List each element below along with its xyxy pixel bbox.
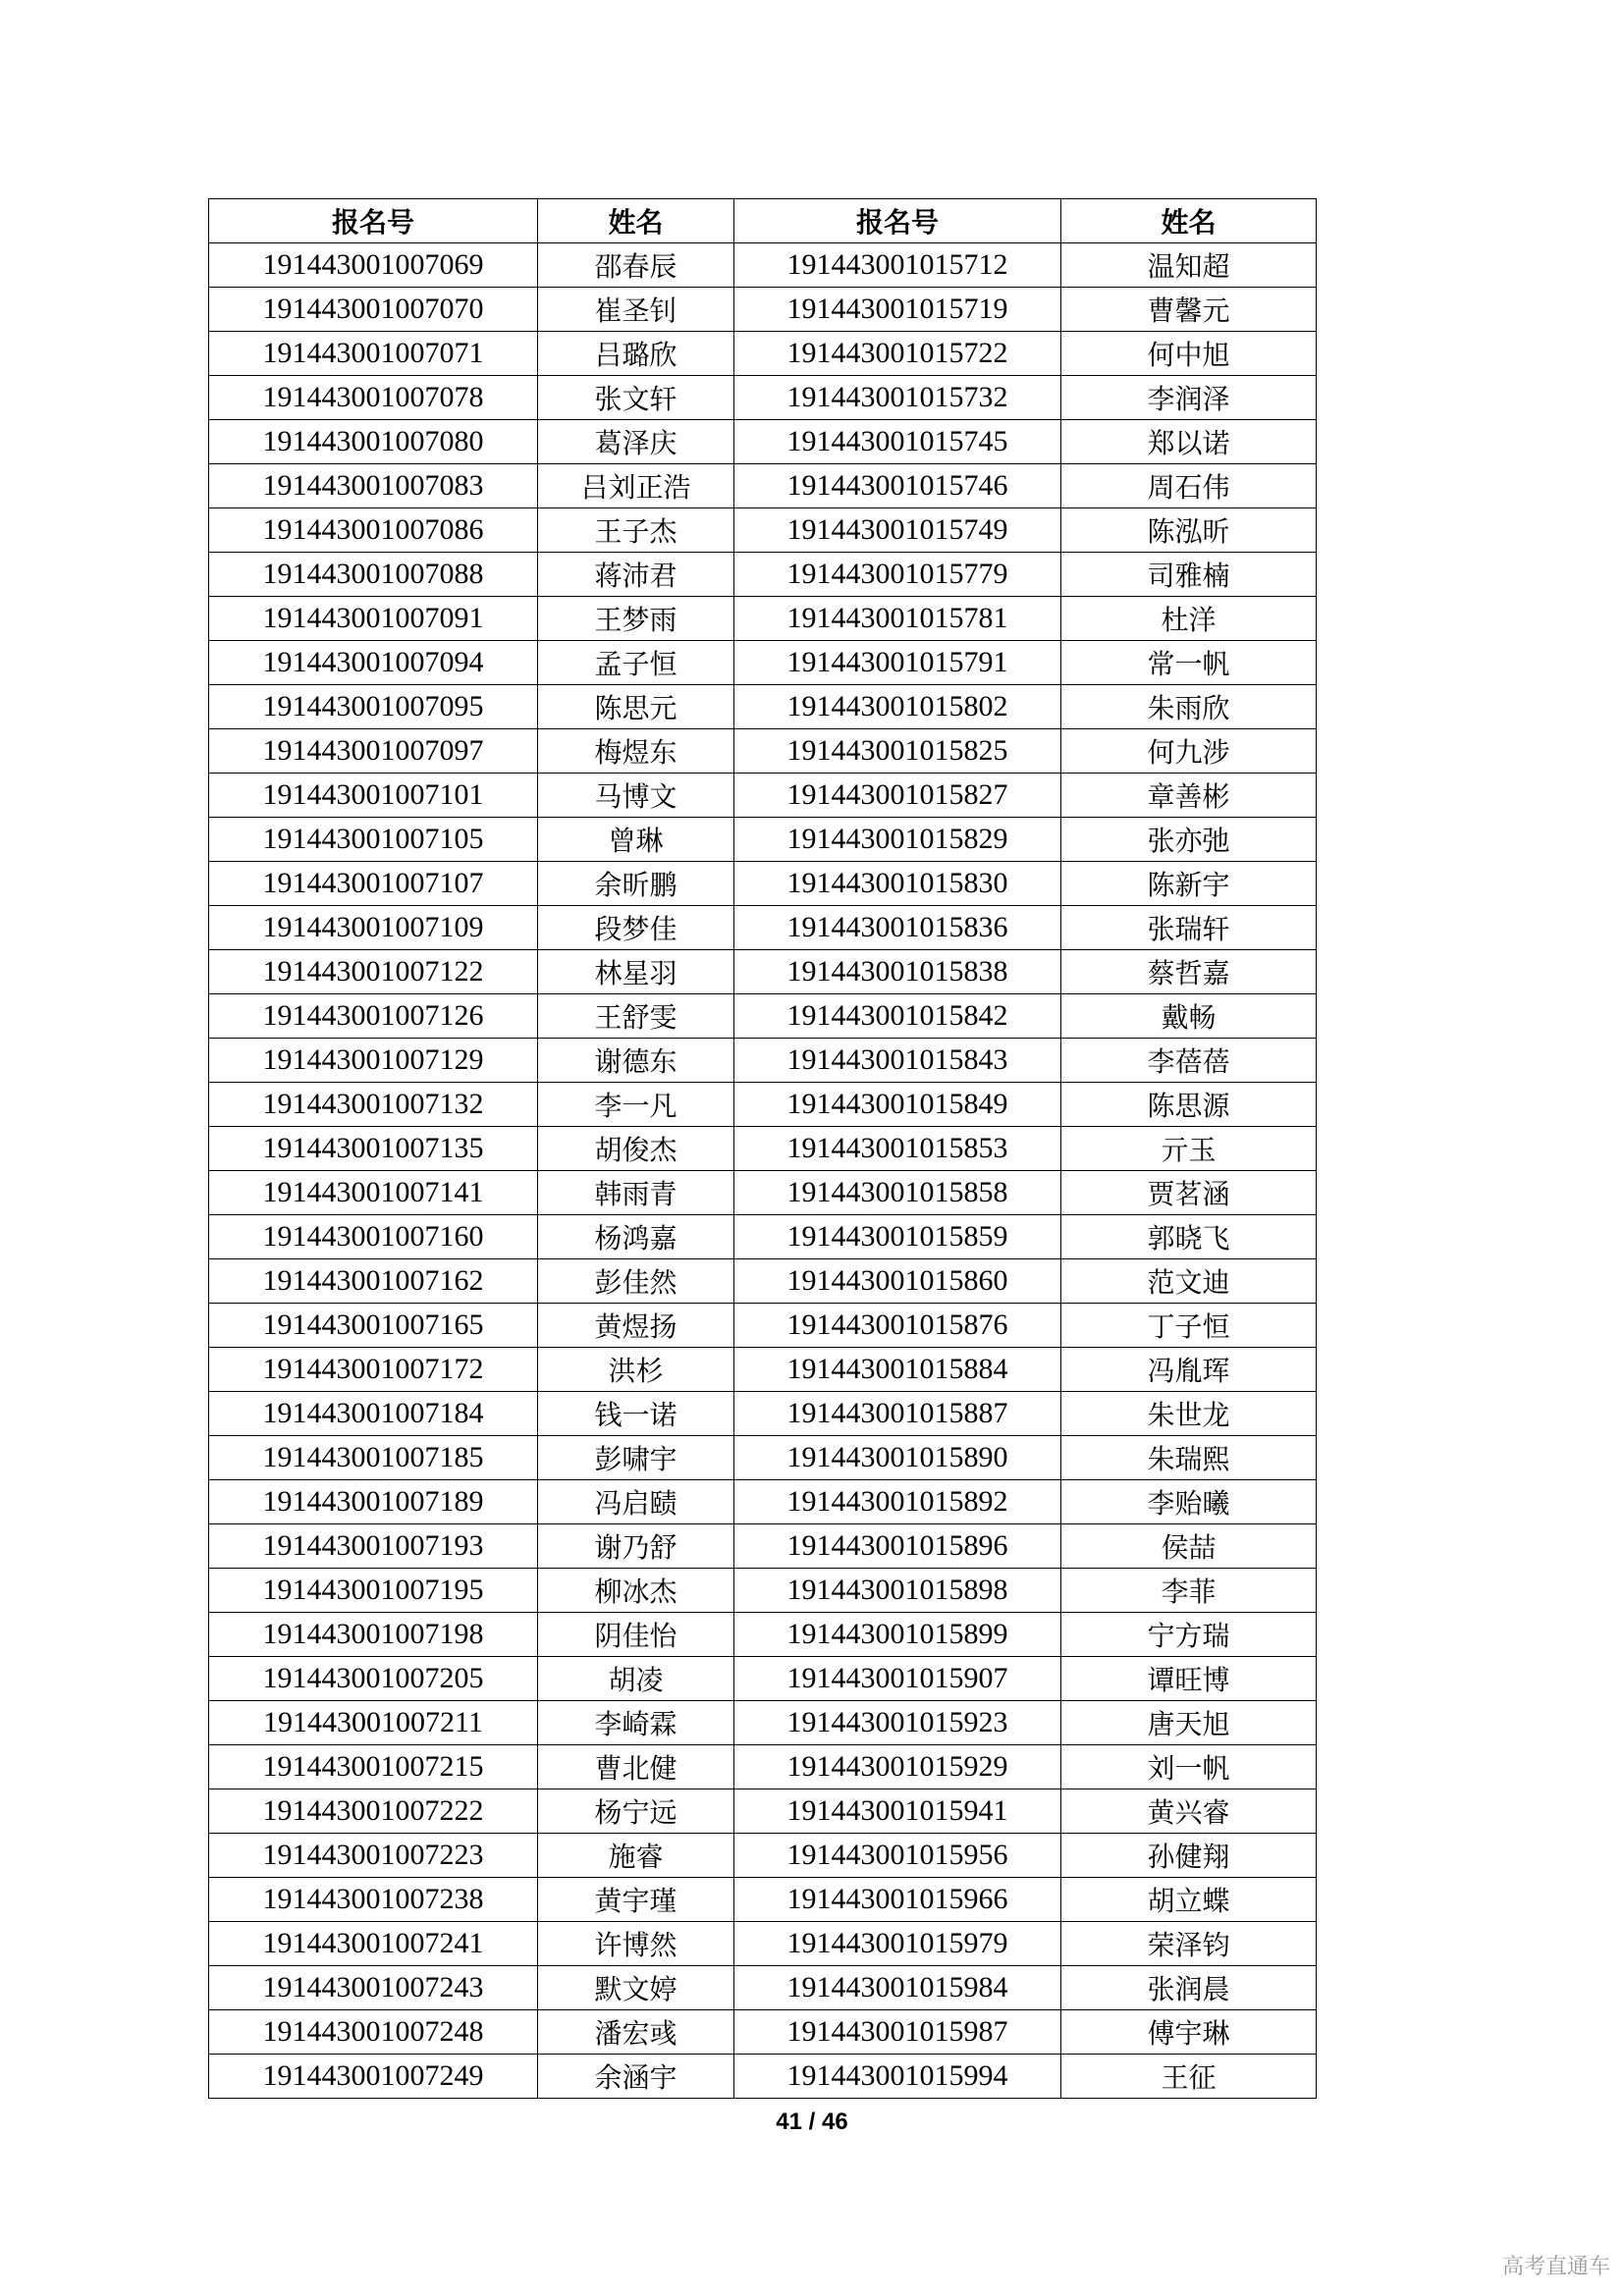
registration-number-cell: 191443001015892 [734,1480,1061,1524]
header-row [209,199,1317,243]
table-row [209,1966,1317,2010]
name-cell: 李菲 [1061,1569,1317,1613]
registration-number-cell: 191443001015712 [734,243,1061,288]
name-cell: 周石伟 [1061,464,1317,508]
registration-number-cell: 191443001015884 [734,1348,1061,1392]
table-row [209,685,1317,729]
name-cell: 李崎霖 [538,1701,734,1745]
registration-number-cell: 191443001015890 [734,1436,1061,1480]
registration-number-cell: 191443001015830 [734,862,1061,906]
registration-number-cell: 191443001015829 [734,818,1061,862]
name-cell: 蔡哲嘉 [1061,950,1317,994]
name-cell: 葛泽庆 [538,420,734,464]
table-row [209,1039,1317,1083]
registration-number-cell: 191443001007105 [209,818,538,862]
registration-number-cell: 191443001007086 [209,508,538,553]
table-row [209,1524,1317,1569]
registration-number-cell: 191443001007083 [209,464,538,508]
registration-number-cell: 191443001015907 [734,1657,1061,1701]
name-cell: 张文轩 [538,376,734,420]
name-cell: 曹北健 [538,1745,734,1789]
name-cell: 李一凡 [538,1083,734,1127]
name-cell: 李蓓蓓 [1061,1039,1317,1083]
name-cell: 王征 [1061,2055,1317,2099]
registration-number-cell: 191443001015722 [734,332,1061,376]
table-row [209,818,1317,862]
table-row [209,2010,1317,2055]
registration-number-cell: 191443001015987 [734,2010,1061,2055]
registration-number-cell: 191443001015719 [734,288,1061,332]
table-row [209,1348,1317,1392]
name-cell: 刘一帆 [1061,1745,1317,1789]
name-cell: 朱雨欣 [1061,685,1317,729]
registration-number-cell: 191443001007088 [209,553,538,597]
registration-number-cell: 191443001015838 [734,950,1061,994]
name-cell: 段梦佳 [538,906,734,950]
table-row [209,464,1317,508]
registration-number-cell: 191443001007107 [209,862,538,906]
registration-number-cell: 191443001015858 [734,1171,1061,1215]
name-cell: 杜洋 [1061,597,1317,641]
name-cell: 王梦雨 [538,597,734,641]
registration-number-cell: 191443001015746 [734,464,1061,508]
table-row [209,1613,1317,1657]
name-cell: 王舒雯 [538,994,734,1039]
name-cell: 梅煜东 [538,729,734,774]
name-cell: 吕刘正浩 [538,464,734,508]
table-row [209,1701,1317,1745]
name-cell: 余昕鹏 [538,862,734,906]
name-cell: 柳冰杰 [538,1569,734,1613]
name-cell: 司雅楠 [1061,553,1317,597]
name-cell: 亓玉 [1061,1127,1317,1171]
name-cell: 崔圣钊 [538,288,734,332]
name-cell: 傅宇琳 [1061,2010,1317,2055]
registration-number-cell: 191443001015956 [734,1834,1061,1878]
registration-number-cell: 191443001015860 [734,1259,1061,1304]
registration-number-cell: 191443001015749 [734,508,1061,553]
name-cell: 谢乃舒 [538,1524,734,1569]
registration-number-cell: 191443001015966 [734,1878,1061,1922]
name-cell: 张瑞轩 [1061,906,1317,950]
name-cell: 杨鸿嘉 [538,1215,734,1259]
name-cell: 许博然 [538,1922,734,1966]
registration-number-cell: 191443001007122 [209,950,538,994]
registration-number-cell: 191443001015781 [734,597,1061,641]
name-cell: 荣泽钧 [1061,1922,1317,1966]
table-row [209,420,1317,464]
name-cell: 黄宇瑾 [538,1878,734,1922]
name-cell: 黄兴睿 [1061,1789,1317,1834]
table-row [209,1215,1317,1259]
registration-number-cell: 191443001015779 [734,553,1061,597]
registration-number-cell: 191443001007135 [209,1127,538,1171]
name-cell: 何中旭 [1061,332,1317,376]
name-cell: 冯启赜 [538,1480,734,1524]
registration-number-cell: 191443001007132 [209,1083,538,1127]
name-cell: 韩雨青 [538,1171,734,1215]
registration-number-cell: 191443001015994 [734,2055,1061,2099]
name-cell: 戴畅 [1061,994,1317,1039]
registration-number-cell: 191443001015825 [734,729,1061,774]
name-cell: 冯胤珲 [1061,1348,1317,1392]
name-cell: 阴佳怡 [538,1613,734,1657]
registration-number-cell: 191443001015843 [734,1039,1061,1083]
table-row [209,1657,1317,1701]
registration-number-cell: 191443001007223 [209,1834,538,1878]
name-cell: 孟子恒 [538,641,734,685]
registration-number-cell: 191443001007193 [209,1524,538,1569]
table-row [209,508,1317,553]
table-row [209,2055,1317,2099]
page-number: 41 / 46 [776,2109,848,2135]
name-cell: 郑以诺 [1061,420,1317,464]
registration-number-cell: 191443001007241 [209,1922,538,1966]
name-cell: 唐天旭 [1061,1701,1317,1745]
name-cell: 朱世龙 [1061,1392,1317,1436]
registration-number-cell: 191443001007160 [209,1215,538,1259]
registration-number-cell: 191443001015887 [734,1392,1061,1436]
registration-number-cell: 191443001015842 [734,994,1061,1039]
registration-number-cell: 191443001015802 [734,685,1061,729]
table-row [209,1745,1317,1789]
registration-number-cell: 191443001007243 [209,1966,538,2010]
name-cell: 陈思源 [1061,1083,1317,1127]
name-cell: 谢德东 [538,1039,734,1083]
table-row [209,1436,1317,1480]
name-cell: 王子杰 [538,508,734,553]
name-cell: 林星羽 [538,950,734,994]
name-cell: 朱瑞熙 [1061,1436,1317,1480]
name-cell: 曹馨元 [1061,288,1317,332]
name-cell: 胡俊杰 [538,1127,734,1171]
table-row [209,1171,1317,1215]
watermark: 高考直通车 [1501,2255,1610,2279]
table-row [209,1083,1317,1127]
table-row [209,862,1317,906]
name-cell: 彭佳然 [538,1259,734,1304]
name-cell: 余涵宇 [538,2055,734,2099]
registration-number-cell: 191443001007198 [209,1613,538,1657]
registration-number-cell: 191443001007189 [209,1480,538,1524]
name-cell: 彭啸宇 [538,1436,734,1480]
registration-number-cell: 191443001007091 [209,597,538,641]
registration-number-cell: 191443001007078 [209,376,538,420]
table-row [209,1878,1317,1922]
name-cell: 陈思元 [538,685,734,729]
registration-number-cell: 191443001007126 [209,994,538,1039]
registration-number-cell: 191443001007211 [209,1701,538,1745]
name-cell: 李贻曦 [1061,1480,1317,1524]
name-cell: 侯喆 [1061,1524,1317,1569]
header-name: 姓名 [538,199,734,243]
name-cell: 吕璐欣 [538,332,734,376]
table-row [209,774,1317,818]
registration-number-cell: 191443001007109 [209,906,538,950]
name-cell: 潘宏彧 [538,2010,734,2055]
registration-number-cell: 191443001007095 [209,685,538,729]
registration-number-cell: 191443001007165 [209,1304,538,1348]
name-cell: 孙健翔 [1061,1834,1317,1878]
name-cell: 贾茗涵 [1061,1171,1317,1215]
name-cell: 郭晓飞 [1061,1215,1317,1259]
registration-number-cell: 191443001007097 [209,729,538,774]
table-row [209,288,1317,332]
name-cell: 陈泓昕 [1061,508,1317,553]
registration-number-cell: 191443001015984 [734,1966,1061,2010]
table-row [209,332,1317,376]
registration-number-cell: 191443001007184 [209,1392,538,1436]
registration-number-cell: 191443001007205 [209,1657,538,1701]
registration-number-cell: 191443001015853 [734,1127,1061,1171]
name-cell: 陈新宇 [1061,862,1317,906]
roster-body [209,243,1317,2099]
registration-number-cell: 191443001015745 [734,420,1061,464]
registration-number-cell: 191443001015876 [734,1304,1061,1348]
name-cell: 施睿 [538,1834,734,1878]
registration-number-cell: 191443001007238 [209,1878,538,1922]
table-row [209,906,1317,950]
registration-number-cell: 191443001007215 [209,1745,538,1789]
registration-number-cell: 191443001007222 [209,1789,538,1834]
table-row [209,1789,1317,1834]
registration-number-cell: 191443001007094 [209,641,538,685]
registration-number-cell: 191443001007071 [209,332,538,376]
registration-number-cell: 191443001015836 [734,906,1061,950]
name-cell: 谭旺博 [1061,1657,1317,1701]
registration-number-cell: 191443001015896 [734,1524,1061,1569]
table-row [209,1259,1317,1304]
name-cell: 章善彬 [1061,774,1317,818]
registration-number-cell: 191443001007248 [209,2010,538,2055]
registration-number-cell: 191443001015849 [734,1083,1061,1127]
table-row [209,1480,1317,1524]
registration-number-cell: 191443001015923 [734,1701,1061,1745]
registration-number-cell: 191443001007101 [209,774,538,818]
name-cell: 蒋沛君 [538,553,734,597]
name-cell: 常一帆 [1061,641,1317,685]
registration-number-cell: 191443001007070 [209,288,538,332]
registration-number-cell: 191443001007172 [209,1348,538,1392]
name-cell: 温知超 [1061,243,1317,288]
registration-number-cell: 191443001007141 [209,1171,538,1215]
name-cell: 洪杉 [538,1348,734,1392]
name-cell: 丁子恒 [1061,1304,1317,1348]
registration-number-cell: 191443001015899 [734,1613,1061,1657]
registration-number-cell: 191443001015898 [734,1569,1061,1613]
name-cell: 马博文 [538,774,734,818]
name-cell: 宁方瑞 [1061,1613,1317,1657]
table-row [209,376,1317,420]
name-cell: 张亦弛 [1061,818,1317,862]
table-row [209,597,1317,641]
registration-number-cell: 191443001007080 [209,420,538,464]
table-row [209,1304,1317,1348]
name-cell: 李润泽 [1061,376,1317,420]
name-cell: 张润晨 [1061,1966,1317,2010]
registration-number-cell: 191443001015941 [734,1789,1061,1834]
name-cell: 邵春辰 [538,243,734,288]
name-cell: 黄煜扬 [538,1304,734,1348]
name-cell: 默文婷 [538,1966,734,2010]
registration-number-cell: 191443001015859 [734,1215,1061,1259]
table-row [209,243,1317,288]
header-registration-number: 报名号 [734,199,1061,243]
registration-number-cell: 191443001007069 [209,243,538,288]
table-row [209,729,1317,774]
registration-number-cell: 191443001015732 [734,376,1061,420]
registration-number-cell: 191443001007249 [209,2055,538,2099]
registration-number-cell: 191443001015827 [734,774,1061,818]
registration-number-cell: 191443001007162 [209,1259,538,1304]
name-cell: 钱一诺 [538,1392,734,1436]
header-name: 姓名 [1061,199,1317,243]
registration-number-cell: 191443001015929 [734,1745,1061,1789]
name-cell: 范文迪 [1061,1259,1317,1304]
roster-table [208,198,1317,2099]
table-row [209,1392,1317,1436]
table-row [209,553,1317,597]
registration-number-cell: 191443001015979 [734,1922,1061,1966]
name-cell: 曾琳 [538,818,734,862]
name-cell: 何九涉 [1061,729,1317,774]
registration-number-cell: 191443001007185 [209,1436,538,1480]
name-cell: 胡立蝶 [1061,1878,1317,1922]
name-cell: 杨宁远 [538,1789,734,1834]
name-cell: 胡凌 [538,1657,734,1701]
table-row [209,1834,1317,1878]
table-row [209,641,1317,685]
table-row [209,1569,1317,1613]
registration-number-cell: 191443001015791 [734,641,1061,685]
table-row [209,994,1317,1039]
registration-number-cell: 191443001007129 [209,1039,538,1083]
table-row [209,1127,1317,1171]
table-row [209,1922,1317,1966]
registration-number-cell: 191443001007195 [209,1569,538,1613]
table-row [209,950,1317,994]
header-registration-number: 报名号 [209,199,538,243]
